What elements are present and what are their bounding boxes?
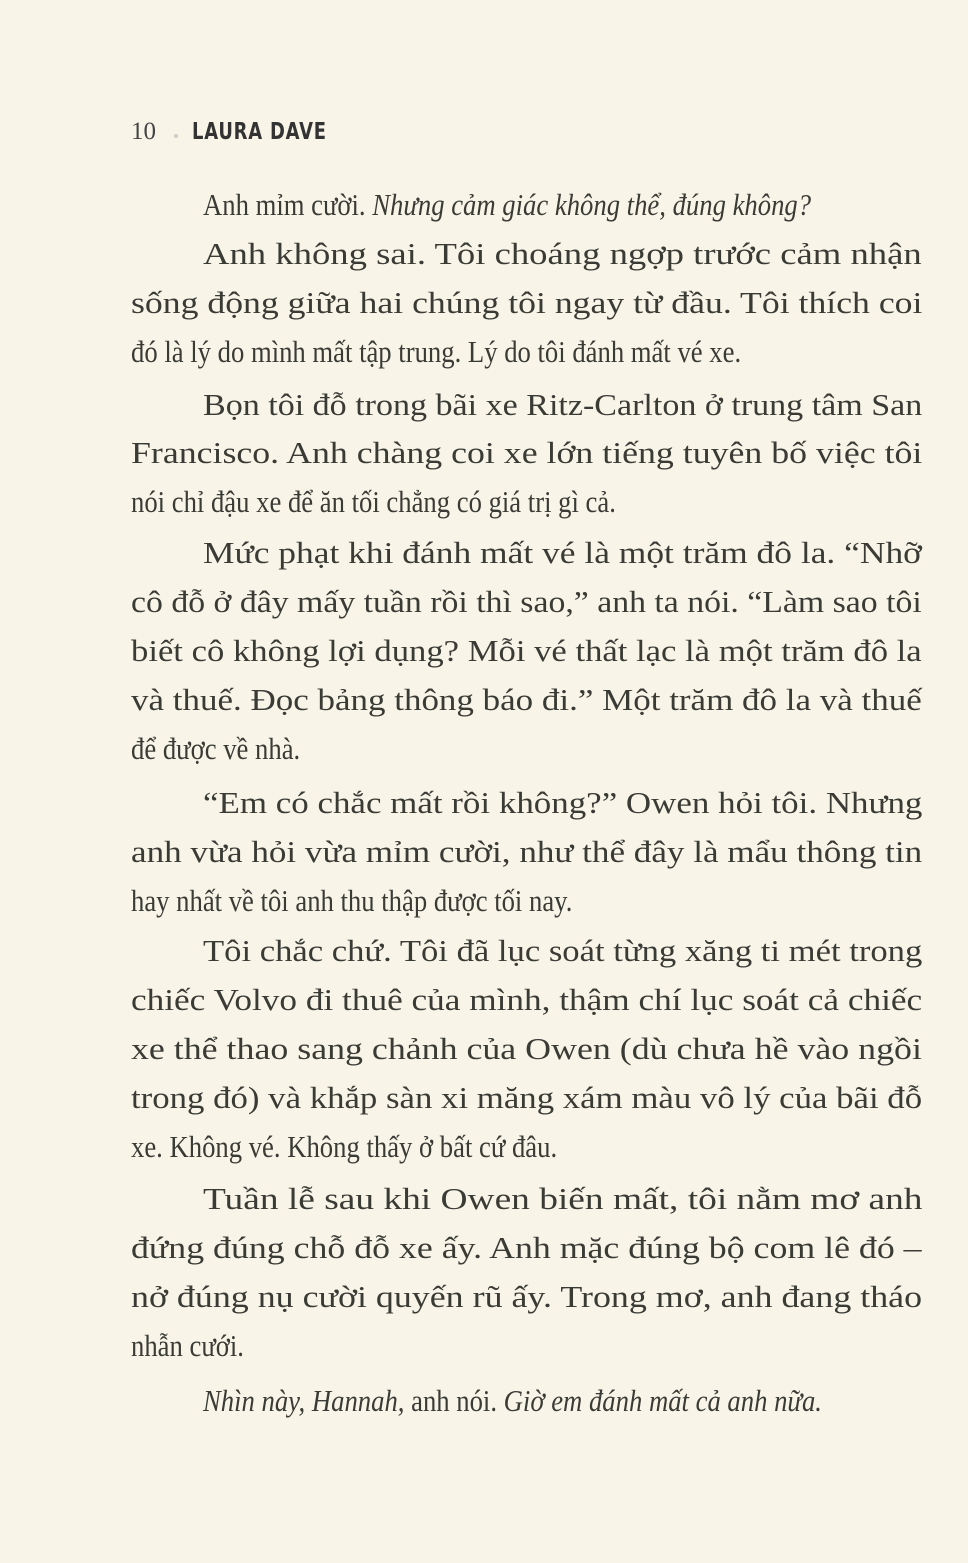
paragraph-line: [131, 334, 741, 370]
text-run: anh nói.: [404, 1383, 504, 1418]
paragraph-first-line: [203, 187, 811, 223]
text-run: “Em có chắc mất rồi không?” Owen hỏi tôi. Nhưng: [203, 785, 923, 820]
paragraph-first-line: [203, 1181, 923, 1217]
paragraph-line: [131, 633, 922, 669]
italic-text: Nhưng cảm giác không thể, đúng không?: [372, 187, 812, 222]
text-run: cô đỗ ở đây mấy tuần rồi thì sao,” anh ta nói. “Làm sao tôi: [131, 584, 922, 619]
paragraph-first-line: [203, 785, 922, 821]
text-run: Tôi chắc chứ. Tôi đã lục soát từng xăng ti mét trong: [203, 933, 923, 968]
page-number: 10: [131, 118, 156, 145]
text-run: anh vừa hỏi vừa mỉm cười, như thể đây là mẩu thông tin: [131, 834, 923, 869]
italic-text: Giờ em đánh mất cả anh nữa.: [503, 1383, 822, 1418]
text-run: xe thể thao sang chảnh của Owen (dù chưa hề vào ngồi: [131, 1031, 922, 1066]
text-run: đó là lý do mình mất tập trung. Lý do tôi đánh mất vé xe.: [131, 334, 742, 369]
text-run: nói chỉ đậu xe để ăn tối chẳng có giá trị gì cả.: [131, 484, 616, 519]
text-run: Bọn tôi đỗ trong bãi xe Ritz-Carlton ở trung tâm San: [203, 387, 923, 422]
text-run: Francisco. Anh chàng coi xe lớn tiếng tuyên bố việc tôi: [131, 435, 923, 470]
paragraph-first-line: [203, 387, 922, 423]
text-run: đứng đúng chỗ đỗ xe ấy. Anh mặc đúng bộ com lê đó –: [131, 1230, 922, 1265]
paragraph-line: [131, 484, 616, 520]
paragraph-line: [131, 883, 572, 919]
paragraph-line: [131, 1129, 557, 1165]
running-header: [131, 118, 365, 154]
paragraph-line: [131, 1328, 244, 1364]
paragraph-first-line: [203, 535, 922, 571]
paragraph-line: [131, 1080, 922, 1116]
paragraph-line: [131, 731, 300, 767]
text-run: sống động giữa hai chúng tôi ngay từ đầu. Tôi thích coi: [131, 285, 923, 320]
paragraph-line: [131, 584, 922, 620]
text-run: để được về nhà.: [131, 731, 301, 766]
paragraph-first-line: [203, 236, 922, 272]
text-run: Tuần lễ sau khi Owen biến mất, tôi nằm mơ anh: [203, 1181, 923, 1216]
paragraph-line: [131, 682, 922, 718]
paragraph-line: [131, 982, 922, 1018]
paragraph-first-line: [203, 933, 922, 969]
paragraph-line: [131, 1230, 922, 1266]
header-divider-dot: [174, 134, 178, 138]
paragraph-line: [131, 1279, 922, 1315]
text-run: Mức phạt khi đánh mất vé là một trăm đô la. “Nhỡ: [203, 535, 922, 570]
paragraph-line: [131, 435, 922, 471]
text-run: trong đó) và khắp sàn xi măng xám màu vô lý của bãi đỗ: [131, 1080, 923, 1115]
text-run: hay nhất về tôi anh thu thập được tối nay.: [131, 883, 573, 918]
paragraph-line: [131, 285, 922, 321]
text-run: xe. Không vé. Không thấy ở bất cứ đâu.: [131, 1129, 558, 1164]
text-run: nở đúng nụ cười quyến rũ ấy. Trong mơ, anh đang tháo: [131, 1279, 923, 1314]
text-run: Anh không sai. Tôi choáng ngợp trước cảm nhận: [203, 236, 922, 271]
paragraph-line: [131, 834, 922, 870]
italic-text: Nhìn này, Hannah,: [203, 1383, 405, 1418]
text-run: và thuế. Đọc bảng thông báo đi.” Một trăm đô la và thuế: [131, 682, 922, 717]
text-run: nhẫn cưới.: [131, 1328, 244, 1363]
text-run: biết cô không lợi dụng? Mỗi vé thất lạc là một trăm đô la: [131, 633, 922, 668]
paragraph-first-line: [203, 1383, 822, 1419]
text-run: chiếc Volvo đi thuê của mình, thậm chí lục soát cả chiếc: [131, 982, 923, 1017]
text-run: Anh mỉm cười.: [203, 187, 373, 222]
running-header-author: LAURA DAVE: [192, 119, 327, 145]
paragraph-line: [131, 1031, 922, 1067]
